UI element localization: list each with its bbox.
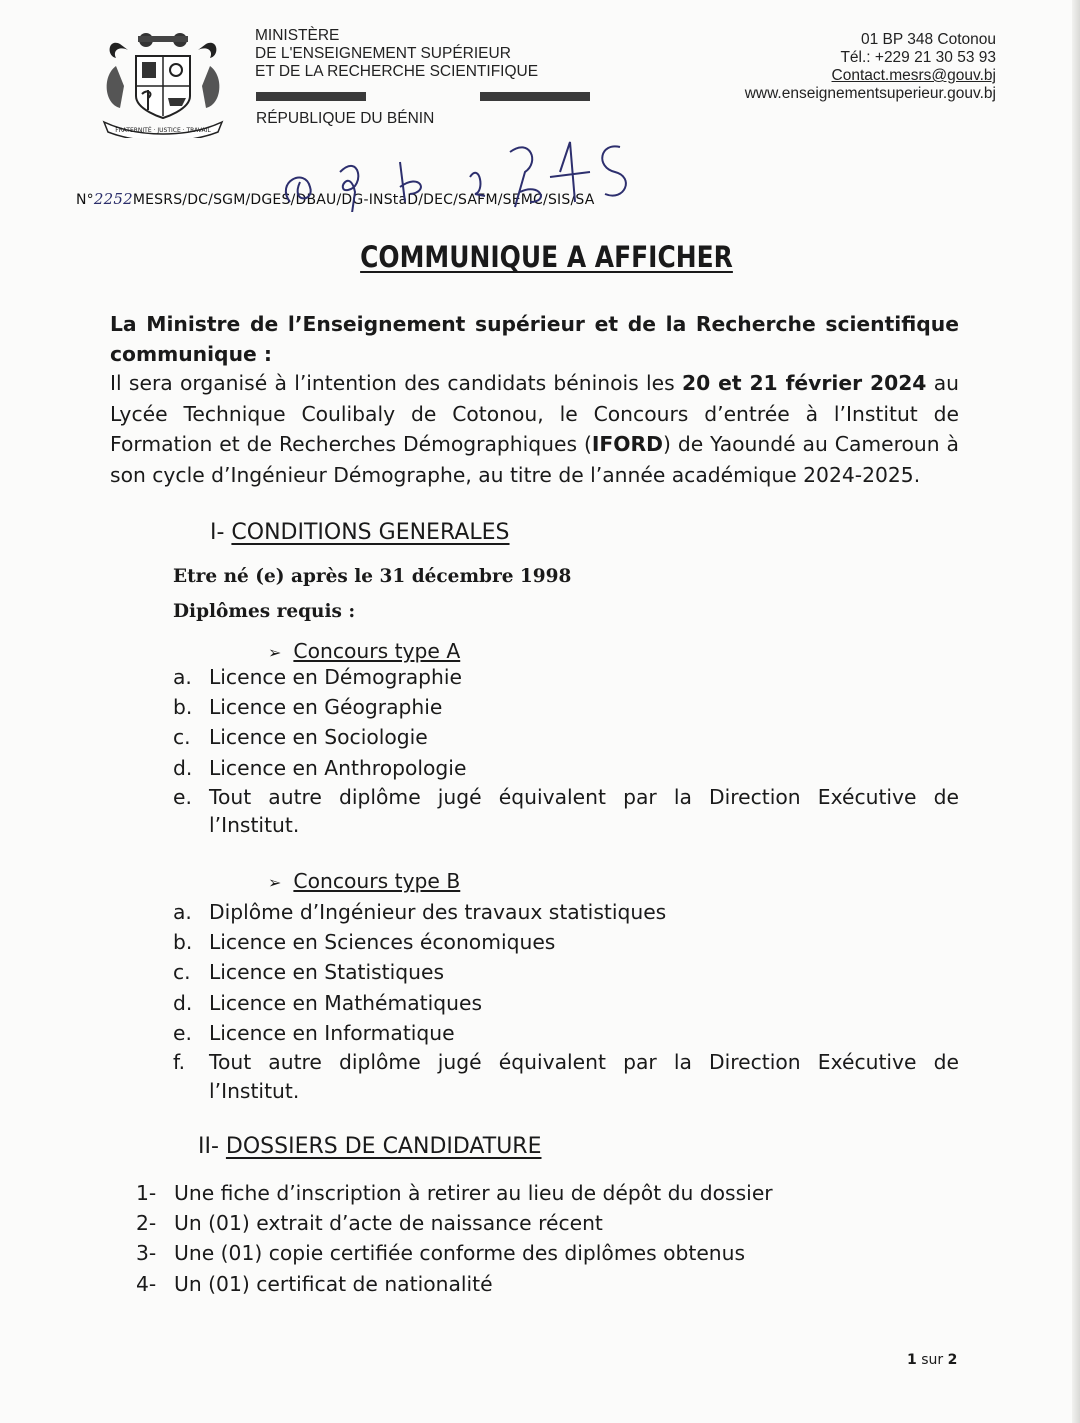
list-label: 3-: [136, 1241, 157, 1266]
contact-email-link[interactable]: Contact.mesrs@gouv.bj: [831, 67, 996, 84]
list-item: [173, 897, 959, 927]
list-text: Licence en Sciences économiques: [209, 930, 556, 955]
list-label: c.: [173, 960, 191, 985]
list-item: [173, 1018, 959, 1048]
subheading-label: Concours type B: [293, 869, 461, 893]
list-label: a.: [173, 665, 192, 689]
subheading-type-b: [268, 866, 460, 898]
page-number: [907, 1352, 957, 1368]
list-item: [173, 753, 959, 783]
list-label: c.: [173, 725, 191, 750]
list-item: [173, 988, 959, 1018]
ministry-name: [255, 27, 538, 81]
reference-prefix: N°: [76, 192, 94, 208]
diploma-list-b: [173, 897, 959, 1105]
list-label: d.: [173, 755, 193, 780]
list-item: [136, 1208, 956, 1238]
list-item: [173, 692, 959, 722]
list-label: b.: [173, 930, 193, 955]
list-item: [136, 1178, 956, 1208]
intro-text-a: Il sera organisé à l’intention des candidats béninois les: [110, 371, 682, 395]
list-text: Licence en Sociologie: [209, 725, 428, 750]
ministry-line: DE L'ENSEIGNEMENT SUPÉRIEUR: [255, 45, 511, 62]
section-number: I-: [210, 520, 232, 545]
section-heading-conditions: [210, 520, 510, 545]
country-name: RÉPUBLIQUE DU BÉNIN: [256, 110, 435, 127]
list-label: 4-: [136, 1271, 157, 1296]
list-text: Licence en Géographie: [209, 695, 443, 720]
postal-address: 01 BP 348 Cotonou: [860, 31, 996, 48]
list-text: Licence en Mathématiques: [209, 990, 483, 1015]
list-text: Une (01) copie certifiée conforme des diplômes obtenus: [174, 1241, 746, 1266]
section-heading-dossiers: [198, 1134, 542, 1159]
list-text: Licence en Statistiques: [209, 960, 445, 985]
section-number: II-: [198, 1134, 226, 1159]
intro-text-c: ) de Yaoundé au Cameroun à son cycle d’Ingénieur Démographe, au titre de l’année académique 2024-2025.: [110, 432, 959, 487]
age-condition: Etre né (e) après le 31 décembre 1998: [173, 566, 572, 587]
page-total: 2: [947, 1352, 958, 1368]
intro-statement: La Ministre de l’Enseignement supérieur et de la Recherche scientifique communique :: [110, 312, 959, 366]
subheading-label: Concours type A: [293, 639, 461, 663]
list-item: [173, 783, 959, 840]
list-label: d.: [173, 990, 193, 1015]
flag-bar-right: [480, 92, 590, 101]
handwritten-initials: [270, 132, 650, 212]
contact-block: [745, 31, 996, 103]
reference-number: 2252: [93, 190, 133, 208]
intro-text-b: au Lycée Technique Coulibaly de Cotonou, le Concours d’entrée à l’Institut de Formation et de Recherches Démographiques (: [110, 371, 959, 456]
list-text: Un (01) certificat de nationalité: [174, 1271, 493, 1296]
list-item: [173, 957, 959, 987]
page-separator: sur: [916, 1352, 948, 1368]
page-current: 1: [907, 1352, 917, 1368]
intro-paragraph: [110, 368, 959, 490]
institute-acronym: IFORD: [591, 432, 663, 456]
list-label: 1-: [136, 1181, 157, 1205]
diploma-list-a: [173, 662, 959, 840]
list-text: Licence en Anthropologie: [209, 755, 467, 780]
exam-dates: 20 et 21 février 2024: [681, 371, 927, 395]
flag-bar-left: [256, 92, 366, 101]
list-label: b.: [173, 695, 193, 720]
list-item: [173, 927, 959, 957]
coat-of-arms-icon: [98, 26, 228, 138]
list-text: Licence en Informatique: [209, 1020, 455, 1045]
ministry-line: MINISTÈRE: [255, 27, 340, 44]
list-item: [173, 1048, 959, 1105]
list-label: f.: [173, 1050, 186, 1075]
website-link[interactable]: www.enseignementsuperieur.gouv.bj: [744, 85, 996, 102]
list-label: e.: [173, 1020, 192, 1045]
list-item: [173, 662, 959, 692]
document-title: COMMUNIQUE A AFFICHER: [360, 240, 733, 274]
arrow-bullet-icon: ➢: [268, 873, 282, 892]
list-label: 2-: [136, 1211, 157, 1236]
list-text: Une fiche d’inscription à retirer au lieu de dépôt du dossier: [174, 1181, 773, 1205]
list-text: Tout autre diplôme jugé équivalent par la Direction Exécutive de l’Institut.: [209, 1050, 959, 1103]
list-text: Un (01) extrait d’acte de naissance récent: [174, 1211, 603, 1236]
dossier-list: [136, 1178, 956, 1299]
ministry-line: ET DE LA RECHERCHE SCIENTIFIQUE: [255, 63, 539, 80]
seal-motto: FRATERNITÉ · JUSTICE · TRAVAIL: [115, 127, 211, 134]
arrow-bullet-icon: ➢: [268, 643, 282, 662]
page-edge-shadow: [1072, 0, 1080, 1423]
reference-text: MESRS/DC/SGM/DGES/DBAU/DG-INStaD/DEC/SAFM/SEMC/SIS/SA: [132, 192, 595, 208]
list-label: a.: [173, 900, 192, 924]
list-label: e.: [173, 784, 192, 809]
phone-number: Tél.: +229 21 30 53 93: [840, 49, 996, 66]
list-item: [136, 1269, 956, 1299]
list-text: Diplôme d’Ingénieur des travaux statistiques: [209, 900, 667, 924]
list-item: [136, 1238, 956, 1268]
diplomas-required-label: Diplômes requis :: [173, 601, 356, 622]
list-text: Licence en Démographie: [209, 665, 463, 689]
list-text: Tout autre diplôme jugé équivalent par la Direction Exécutive de l’Institut.: [209, 784, 959, 838]
list-item: [173, 722, 959, 752]
section-title: DOSSIERS DE CANDIDATURE: [225, 1134, 542, 1159]
section-title: CONDITIONS GENERALES: [231, 520, 510, 545]
